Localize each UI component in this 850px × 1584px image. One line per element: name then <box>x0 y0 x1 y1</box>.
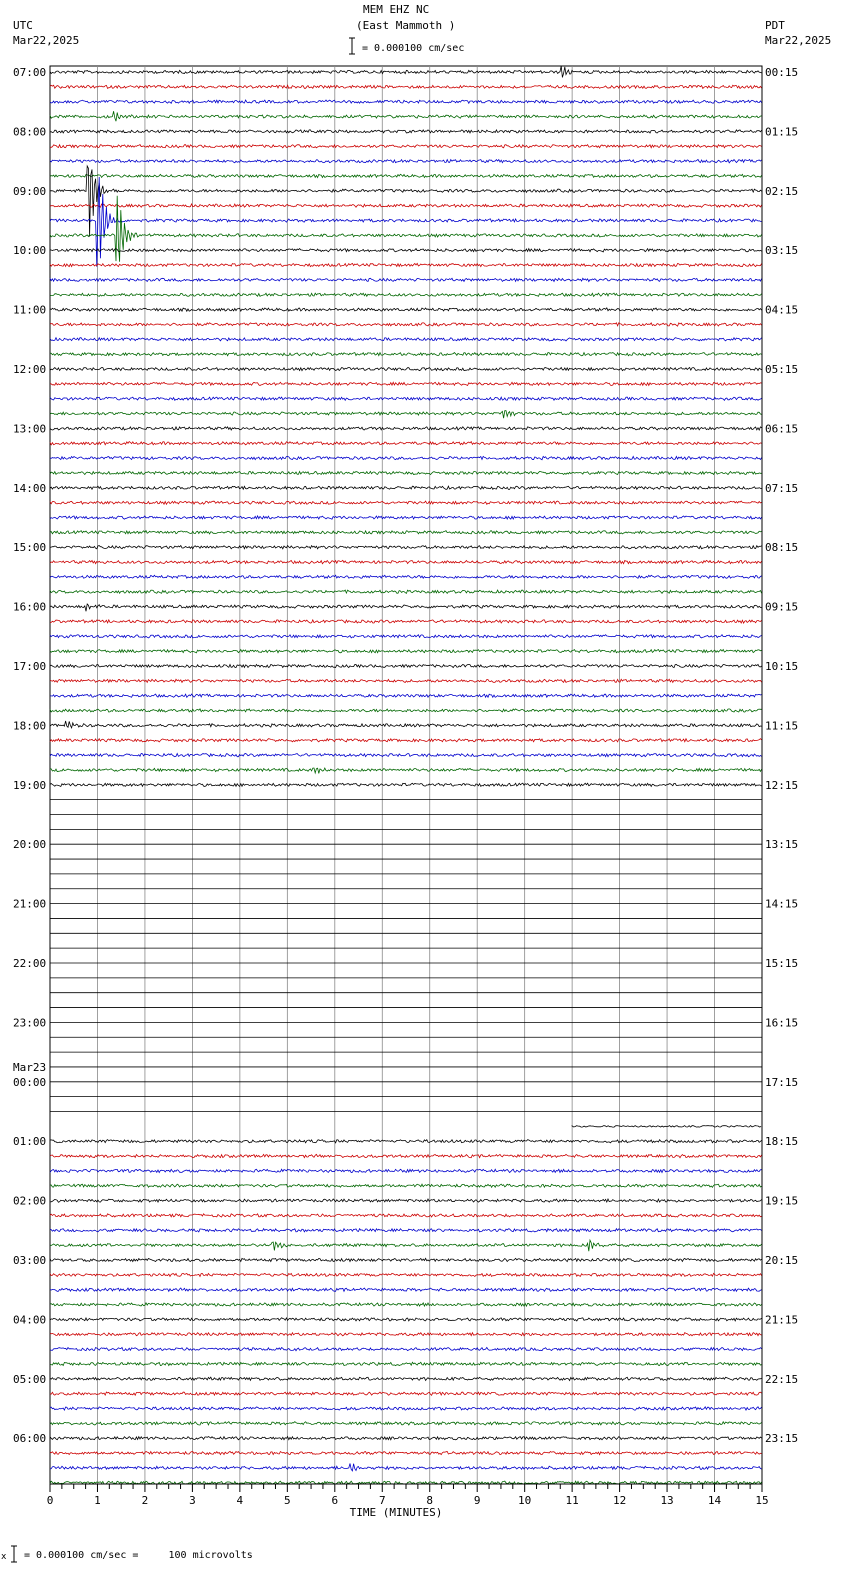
pdt-hour-label: 14:15 <box>765 897 799 911</box>
trace-line <box>50 1303 762 1306</box>
trace-line <box>50 1199 762 1202</box>
trace-line <box>50 560 762 563</box>
trace-line <box>50 293 762 296</box>
utc-hour-label: 19:00 <box>13 778 47 792</box>
trace-line <box>50 1214 762 1217</box>
trace-line <box>50 1288 762 1291</box>
pdt-hour-label: 00:15 <box>765 66 799 79</box>
pdt-hour-label: 10:15 <box>765 660 799 673</box>
trace-line <box>50 1451 762 1454</box>
trace-line <box>50 1348 762 1351</box>
x-tick-label: 0 <box>46 1494 54 1507</box>
pdt-hour-label: 20:15 <box>765 1254 799 1267</box>
pdt-hour-label: 16:15 <box>765 1016 799 1030</box>
trace-line <box>572 1126 761 1128</box>
pdt-hour-label: 18:15 <box>765 1135 799 1149</box>
trace-line <box>50 1392 762 1395</box>
trace-line <box>50 308 762 311</box>
utc-hour-label: 15:00 <box>13 541 47 555</box>
utc-hour-label: 10:00 <box>13 244 47 258</box>
trace-line <box>50 783 762 786</box>
trace-line <box>50 604 762 611</box>
trace-line <box>50 160 762 163</box>
x-axis-title: TIME (MINUTES) <box>349 1506 443 1519</box>
trace-line <box>50 263 762 266</box>
utc-hour-label: 18:00 <box>13 719 47 733</box>
utc-hour-label: 23:00 <box>13 1016 47 1030</box>
pdt-hour-label: 13:15 <box>765 838 799 852</box>
trace-line <box>50 709 762 712</box>
x-tick-label: 11 <box>565 1494 579 1507</box>
pdt-hour-label: 11:15 <box>765 719 799 733</box>
x-tick-label: 6 <box>331 1494 339 1507</box>
trace-line <box>50 486 762 489</box>
trace-line <box>50 1377 762 1380</box>
trace-line <box>50 768 762 773</box>
trace-line <box>50 754 762 757</box>
trace-line <box>50 635 762 638</box>
x-tick-label: 15 <box>755 1494 769 1507</box>
utc-hour-label: 05:00 <box>13 1372 47 1386</box>
trace-line <box>50 1333 762 1336</box>
trace-line <box>50 323 762 326</box>
trace-line <box>50 111 762 121</box>
utc-hour-label: 08:00 <box>13 125 47 139</box>
trace-line <box>50 1422 762 1425</box>
trace-line <box>50 249 762 252</box>
trace-line <box>50 721 762 728</box>
utc-hour-label: 04:00 <box>13 1313 47 1327</box>
trace-line <box>50 1184 762 1187</box>
left-timezone: UTC <box>13 19 33 32</box>
right-date: Mar22,2025 <box>765 34 832 47</box>
trace-line <box>50 501 762 504</box>
trace-line <box>50 1240 762 1251</box>
pdt-hour-label: 03:15 <box>765 244 799 258</box>
x-tick-label: 14 <box>707 1494 722 1507</box>
pdt-hour-label: 21:15 <box>765 1313 799 1327</box>
pdt-hour-label: 01:15 <box>765 125 799 139</box>
trace-line <box>50 739 762 742</box>
x-tick-label: 7 <box>378 1494 386 1507</box>
utc-hour-label: 03:00 <box>13 1254 47 1267</box>
pdt-hour-label: 22:15 <box>765 1372 799 1386</box>
pdt-hour-label: 19:15 <box>765 1194 799 1208</box>
utc-hour-label: 13:00 <box>13 422 47 436</box>
trace-line <box>50 546 762 549</box>
trace-line <box>50 278 762 281</box>
trace-line <box>50 382 762 385</box>
trace-line <box>50 471 762 474</box>
time-axis <box>47 1484 769 1519</box>
trace-line <box>50 1437 762 1440</box>
trace-line <box>50 575 762 578</box>
utc-hour-label: 22:00 <box>13 957 47 970</box>
pdt-hour-label: 15:15 <box>765 957 799 970</box>
trace-line <box>50 397 762 400</box>
utc-hour-label: 07:00 <box>13 66 47 79</box>
trace-line <box>50 1273 762 1276</box>
x-tick-label: 12 <box>612 1494 627 1507</box>
trace-line <box>50 590 762 593</box>
utc-hour-label: 06:00 <box>13 1432 47 1446</box>
trace-line <box>50 338 762 341</box>
right-timezone: PDT <box>765 19 785 32</box>
x-tick-label: 5 <box>284 1494 291 1507</box>
station-location: (East Mammoth ) <box>356 19 456 32</box>
utc-hour-label: 21:00 <box>13 897 47 911</box>
trace-line <box>50 174 762 177</box>
trace-line <box>50 442 762 445</box>
trace-line <box>50 100 762 103</box>
x-tick-label: 8 <box>426 1494 434 1507</box>
trace-line <box>50 456 762 459</box>
utc-hour-label: 17:00 <box>13 660 47 673</box>
trace-line <box>50 1318 762 1321</box>
pdt-hour-label: 04:15 <box>765 303 799 317</box>
trace-line <box>50 411 762 419</box>
trace-line <box>50 1362 762 1365</box>
x-tick-label: 4 <box>236 1494 244 1507</box>
trace-line <box>50 130 762 133</box>
pdt-hour-label: 07:15 <box>765 481 799 495</box>
utc-hour-label: 09:00 <box>13 184 47 198</box>
date-change-label: Mar23 <box>13 1060 47 1074</box>
trace-line <box>50 620 762 623</box>
scale-label: = 0.000100 cm/sec <box>362 43 465 54</box>
utc-hour-label: 20:00 <box>13 838 47 852</box>
trace-line <box>50 368 762 371</box>
trace-line <box>50 1258 762 1261</box>
pdt-hour-label: 23:15 <box>765 1432 799 1446</box>
trace-line <box>50 694 762 697</box>
trace-line <box>50 145 762 148</box>
utc-hour-label: 16:00 <box>13 600 47 614</box>
utc-hour-label: 02:00 <box>13 1194 47 1208</box>
left-date: Mar22,2025 <box>13 34 80 47</box>
utc-hour-label: 01:00 <box>13 1135 47 1149</box>
pdt-hour-label: 05:15 <box>765 363 799 376</box>
pdt-hour-label: 08:15 <box>765 541 799 555</box>
utc-hour-label: 14:00 <box>13 481 47 495</box>
trace-line <box>50 1407 762 1410</box>
trace-line <box>50 1154 762 1157</box>
trace-line <box>50 204 762 207</box>
trace-line <box>50 650 762 653</box>
trace-line <box>50 531 762 534</box>
trace-line <box>50 66 762 78</box>
trace-line <box>50 1169 762 1172</box>
pdt-hour-label: 17:15 <box>765 1075 799 1089</box>
utc-hour-label: 00:00 <box>13 1075 47 1089</box>
utc-hour-label: 11:00 <box>13 303 47 317</box>
x-tick-label: 10 <box>518 1494 532 1507</box>
x-tick-label: 3 <box>189 1494 196 1507</box>
pdt-hour-label: 02:15 <box>765 184 799 198</box>
x-tick-label: 13 <box>660 1494 674 1507</box>
utc-hour-label: 12:00 <box>13 363 47 376</box>
trace-line <box>50 1229 762 1232</box>
seismic-traces <box>50 66 762 1484</box>
trace-line <box>50 679 762 682</box>
x-tick-label: 2 <box>141 1494 149 1507</box>
footer-scale-label: = 0.000100 cm/sec = 100 microvolts <box>24 1550 253 1561</box>
trace-line <box>50 1140 762 1143</box>
station-title: MEM EHZ NC <box>363 3 430 16</box>
trace-line <box>50 516 762 519</box>
trace-line <box>50 427 762 430</box>
x-tick-label: 9 <box>473 1494 481 1507</box>
footer-marker: x <box>1 1552 7 1562</box>
pdt-hour-label: 12:15 <box>765 778 799 792</box>
x-tick-label: 1 <box>94 1494 101 1507</box>
trace-line <box>50 353 762 356</box>
pdt-hour-label: 09:15 <box>765 600 799 614</box>
trace-line <box>50 85 762 88</box>
pdt-hour-label: 06:15 <box>765 422 799 436</box>
trace-line <box>50 664 762 667</box>
trace-line <box>50 1464 762 1471</box>
